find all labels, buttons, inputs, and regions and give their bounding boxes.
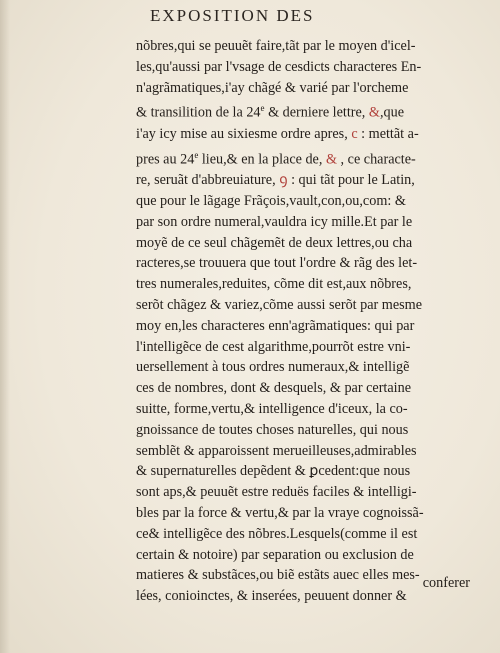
text-segment: nõbres,qui se peuuẽt faire,tãt par le moyen d'icel- bbox=[136, 38, 416, 54]
text-segment: suitte, forme,vertu,& intelligence d'iceux, la co- bbox=[136, 401, 408, 418]
text-line bbox=[136, 36, 472, 57]
text-line bbox=[136, 98, 472, 124]
text-line bbox=[136, 212, 472, 233]
text-segment: , ce characte- bbox=[337, 151, 416, 168]
text-segment: lées, conioinctes, & inserées, peuuent donner & bbox=[136, 588, 407, 605]
text-line bbox=[136, 420, 472, 441]
text-line bbox=[136, 191, 472, 212]
text-segment: & bbox=[325, 151, 337, 168]
text-segment: & supernaturelles depẽdent & ꝑcedent:que nous bbox=[136, 463, 411, 480]
text-segment: racteres,se trouuera que tout l'ordre & rãg des let- bbox=[136, 255, 418, 272]
running-head: EXPOSITION DES bbox=[150, 6, 315, 25]
text-segment: pres au 24 bbox=[136, 151, 195, 168]
text-segment: uersellement à tous ordres numeraux,& intelligẽ bbox=[136, 359, 410, 376]
text-segment: & derniere lettre, bbox=[264, 105, 369, 122]
text-segment: moy en,les characteres enn'agrãmatiques: qui par bbox=[136, 317, 415, 334]
text-line bbox=[136, 565, 472, 586]
text-line bbox=[136, 461, 472, 482]
text-segment: bles par la force & vertu,& par la vraye cognoissã- bbox=[136, 505, 424, 521]
text-segment: & bbox=[368, 105, 380, 122]
text-line bbox=[136, 145, 472, 171]
text-line bbox=[136, 295, 472, 316]
text-segment: matieres & substãces,ou biẽ estãts auec elles mes- bbox=[136, 567, 420, 584]
text-line bbox=[136, 170, 472, 191]
body-text bbox=[136, 36, 472, 607]
text-line bbox=[136, 545, 472, 566]
text-segment: ces de nombres, dont & desquels, & par certaine bbox=[136, 380, 411, 397]
text-line bbox=[136, 57, 472, 78]
text-segment: re, seruãt d'abbreuiature, bbox=[136, 172, 280, 189]
text-segment: par son ordre numeral,vauldra icy mille.Et par le bbox=[136, 213, 413, 230]
text-segment: : mettãt a- bbox=[357, 125, 419, 142]
text-segment: lieu,& en la place de, bbox=[198, 151, 326, 168]
text-line bbox=[136, 503, 472, 524]
text-line bbox=[136, 316, 472, 337]
text-line bbox=[136, 378, 472, 399]
catchword: conferer bbox=[422, 575, 470, 591]
binding-gutter bbox=[0, 0, 10, 653]
text-line bbox=[136, 233, 472, 254]
text-segment: tres numerales,reduites, cõme dit est,aux nõbres, bbox=[136, 276, 412, 293]
text-segment: i'ay icy mise au sixiesme ordre apres, bbox=[136, 125, 352, 142]
text-segment: ,que bbox=[379, 105, 404, 122]
text-segment: que pour le lãgage Frãçois,vault,con,ou,com: & bbox=[136, 193, 406, 210]
text-segment: certain & notoire) par separation ou exclusion de bbox=[136, 546, 414, 563]
text-segment: c bbox=[351, 125, 358, 142]
text-segment: semblẽt & apparoissent merueilleuses,admirables bbox=[136, 442, 417, 459]
text-segment: e bbox=[260, 103, 265, 114]
text-line bbox=[136, 399, 472, 420]
text-line bbox=[136, 253, 472, 274]
text-segment: serõt chãgez & variez,cõme aussi serõt par mesme bbox=[136, 297, 422, 314]
text-segment: moyẽ de ce seul chãgemẽt de deux lettres,ou cha bbox=[136, 234, 413, 251]
text-segment: l'intelligẽce de cest algarithme,pourrõt estre vni- bbox=[136, 338, 411, 355]
text-line bbox=[136, 441, 472, 462]
text-line bbox=[136, 482, 472, 503]
text-line bbox=[136, 337, 472, 358]
text-segment: e bbox=[194, 149, 199, 160]
text-segment: n'agrãmatiques,i'ay chãgé & varié par l'orcheme bbox=[136, 79, 409, 96]
text-line bbox=[136, 357, 472, 378]
text-segment: : qui tãt pour le Latin, bbox=[287, 172, 415, 189]
text-line bbox=[136, 78, 472, 99]
text-segment: sont aps,& peuuẽt estre reduës faciles & intelligi- bbox=[136, 484, 417, 501]
text-segment: gnoissance de toutes choses naturelles, qui nous bbox=[136, 421, 409, 438]
text-line bbox=[136, 524, 472, 545]
text-line bbox=[136, 274, 472, 295]
text-segment: ꝯ bbox=[279, 172, 288, 189]
text-line bbox=[136, 124, 472, 145]
text-segment: ce& intelligẽce des nõbres.Lesquels(comme il est bbox=[136, 525, 418, 542]
text-segment: & transilition de la 24 bbox=[136, 105, 261, 122]
text-line bbox=[136, 586, 472, 607]
text-segment: les,qu'aussi par l'vsage de cesdicts characteres En- bbox=[136, 58, 422, 75]
